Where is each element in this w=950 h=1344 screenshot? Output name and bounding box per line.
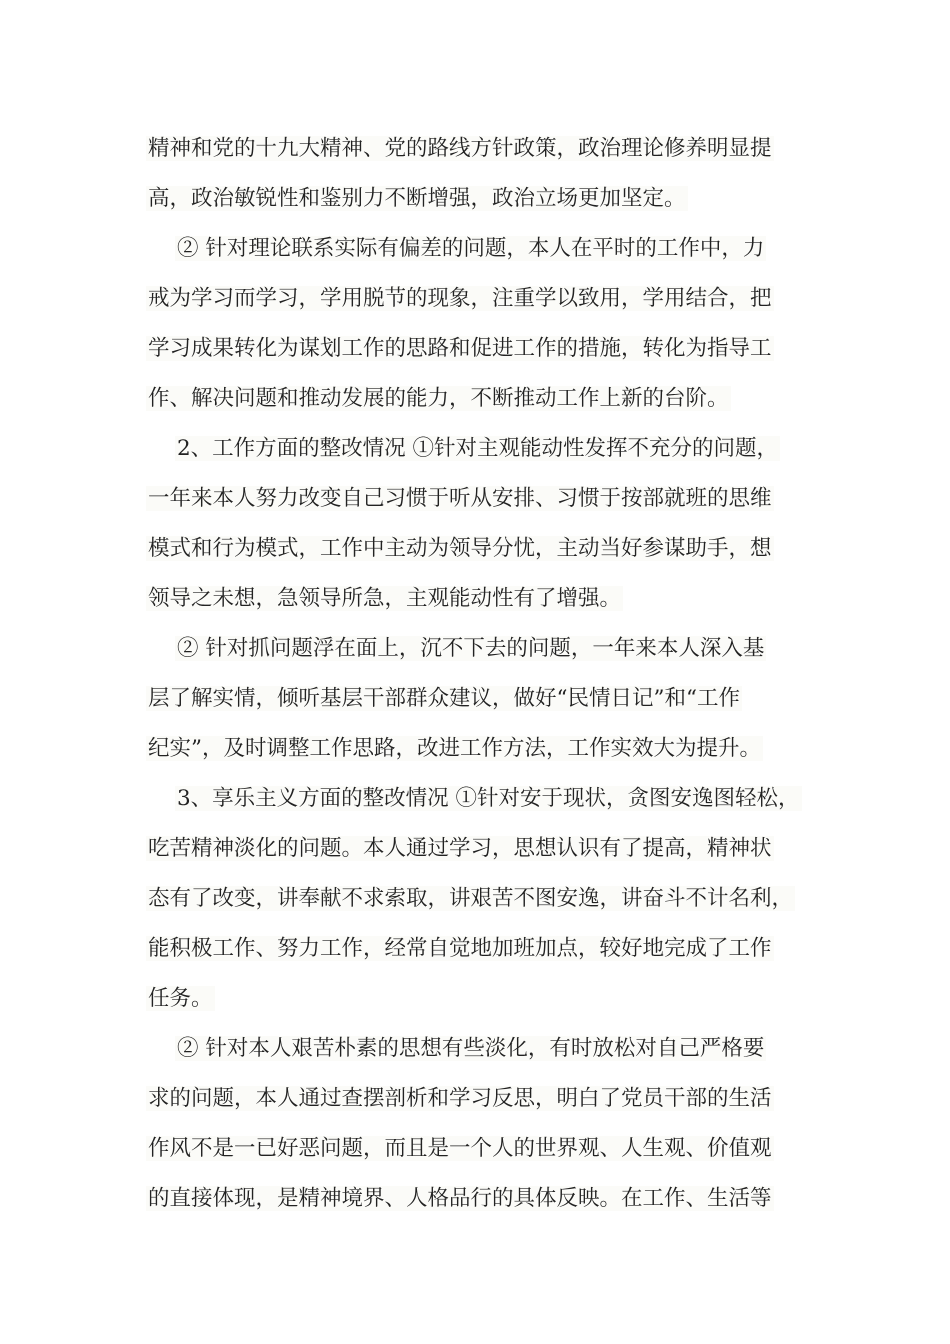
text-line-16 <box>146 879 795 919</box>
text-line-12-content: 层了解实情，倾听基层干部群众建议，做好“民情日记”和“工作 <box>148 686 740 711</box>
text-line-3-content: ② 针对理论联系实际有偏差的问题，本人在平时的工作中，力 <box>177 236 765 261</box>
text-line-11 <box>175 629 766 669</box>
text-line-20-content: 求的问题，本人通过查摆剖析和学习反思，明白了党员干部的生活 <box>148 1086 772 1111</box>
text-line-21 <box>146 1129 774 1169</box>
text-line-21-content: 作风不是一已好恶问题，而且是一个人的世界观、人生观、价值观 <box>148 1136 772 1161</box>
text-line-19 <box>175 1029 766 1069</box>
text-line-1-content: 精神和党的十九大精神、党的路线方针政策，政治理论修养明显提 <box>148 136 772 161</box>
text-line-22 <box>146 1179 774 1219</box>
text-line-22-content: 的直接体现，是精神境界、人格品行的具体反映。在工作、生活等 <box>148 1186 772 1211</box>
text-line-18-content: 任务。 <box>148 986 213 1011</box>
text-line-7 <box>175 429 780 469</box>
text-line-16-content: 态有了改变，讲奉献不求索取，讲艰苦不图安逸，讲奋斗不计名利， <box>148 886 794 911</box>
text-line-11-content: ② 针对抓问题浮在面上，沉不下去的问题，一年来本人深入基 <box>177 636 765 661</box>
text-line-3 <box>175 229 766 269</box>
text-line-8 <box>146 479 774 519</box>
text-line-7-content: 2、工作方面的整改情况 ①针对主观能动性发挥不充分的问题， <box>177 436 779 461</box>
text-line-5 <box>146 329 774 369</box>
text-line-4-content: 戒为学习而学习，学用脱节的现象，注重学以致用，学用结合，把 <box>148 286 772 311</box>
text-line-4 <box>146 279 774 319</box>
text-line-19-content: ② 针对本人艰苦朴素的思想有些淡化，有时放松对自己严格要 <box>177 1036 765 1061</box>
text-line-14 <box>175 779 802 819</box>
text-line-1 <box>146 129 774 169</box>
text-line-13-content: 纪实”，及时调整工作思路，改进工作方法，工作实效大为提升。 <box>148 736 761 761</box>
text-line-6-content: 作、解决问题和推动发展的能力，不断推动工作上新的台阶。 <box>148 386 729 411</box>
text-line-20 <box>146 1079 774 1119</box>
text-line-9 <box>146 529 774 569</box>
text-line-15 <box>146 829 774 869</box>
text-line-6 <box>146 379 731 419</box>
text-line-10-content: 领导之未想，急领导所急，主观能动性有了增强。 <box>148 586 622 611</box>
text-line-2-content: 高，政治敏锐性和鉴别力不断增强，政治立场更加坚定。 <box>148 186 686 211</box>
text-line-12 <box>146 679 742 719</box>
text-line-2 <box>146 179 688 219</box>
text-line-15-content: 吃苦精神淡化的问题。本人通过学习，思想认识有了提高，精神状 <box>148 836 772 861</box>
text-line-10 <box>146 579 623 619</box>
text-line-5-content: 学习成果转化为谋划工作的思路和促进工作的措施，转化为指导工 <box>148 336 772 361</box>
text-line-17-content: 能积极工作、努力工作，经常自觉地加班加点，较好地完成了工作 <box>148 936 772 961</box>
text-line-9-content: 模式和行为模式，工作中主动为领导分忧，主动当好参谋助手，想 <box>148 536 772 561</box>
text-line-13 <box>146 729 763 769</box>
text-line-17 <box>146 929 774 969</box>
text-line-18 <box>146 979 215 1019</box>
text-line-14-content: 3、享乐主义方面的整改情况 ①针对安于现状，贪图安逸图轻松， <box>177 786 800 811</box>
text-line-8-content: 一年来本人努力改变自己习惯于听从安排、习惯于按部就班的思维 <box>148 486 772 511</box>
